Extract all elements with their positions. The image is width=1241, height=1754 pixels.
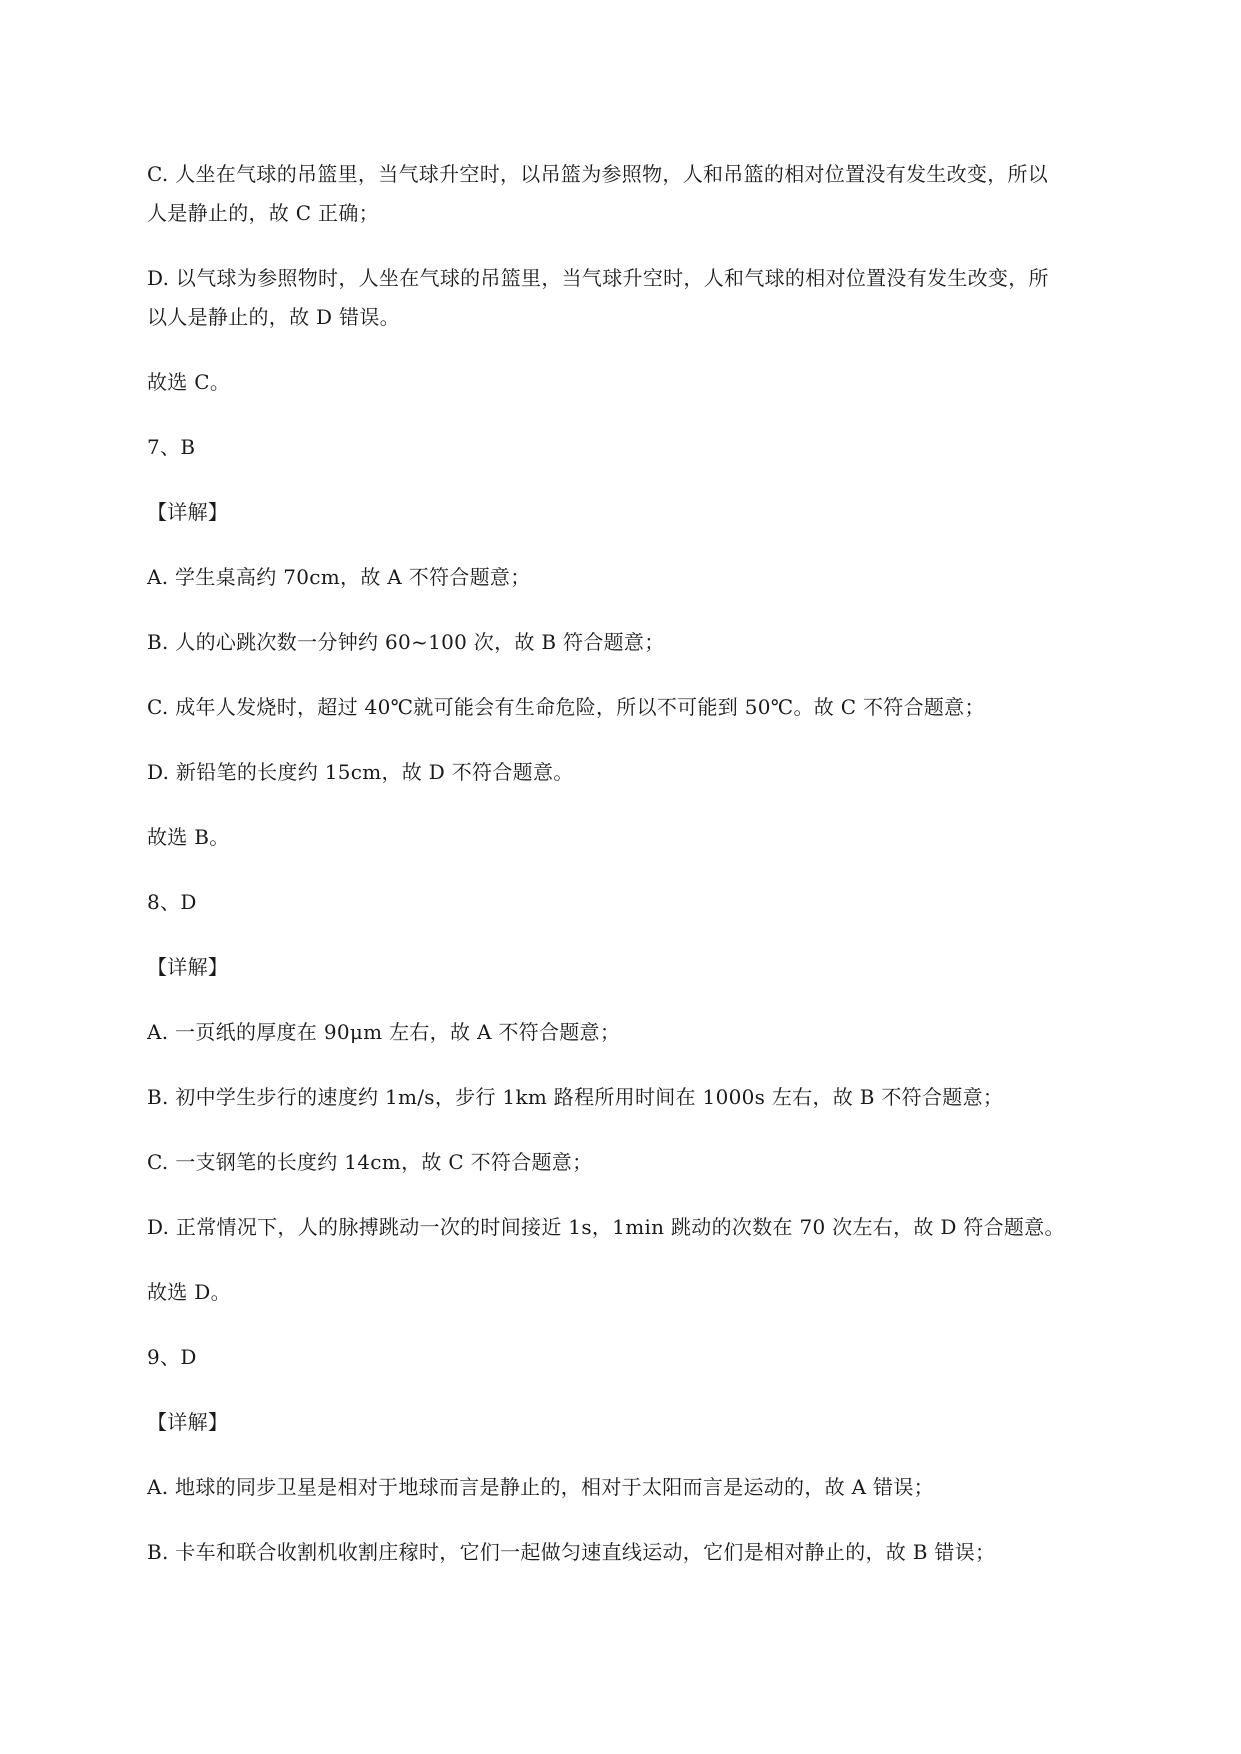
paragraph-a-9 <box>147 1468 1147 1507</box>
text-line: D. 正常情况下，人的脉搏跳动一次的时间接近 1s，1min 跳动的次数在 70 次左右，故 D 符合题意。 <box>147 1215 1065 1239</box>
text-line: B. 卡车和联合收割机收割庄稼时，它们一起做匀速直线运动，它们是相对静止的，故 B 错误； <box>147 1540 996 1564</box>
paragraph-d-8 <box>147 1208 1147 1247</box>
paragraph-b-8 <box>147 1078 1147 1117</box>
text-line: 【详解】 <box>147 500 229 524</box>
text-line: 故选 D。 <box>147 1280 231 1304</box>
paragraph-c-8 <box>147 1143 1147 1182</box>
text-line: 【详解】 <box>147 1410 229 1434</box>
text-line: B. 人的心跳次数一分钟约 60~100 次，故 B 符合题意； <box>147 630 665 654</box>
text-line: A. 学生桌高约 70cm，故 A 不符合题意； <box>147 565 531 589</box>
text-line: A. 地球的同步卫星是相对于地球而言是静止的，相对于太阳而言是运动的，故 A 错误； <box>147 1475 934 1499</box>
paragraph-b-9 <box>147 1533 1147 1572</box>
paragraph-d-6 <box>147 259 1147 337</box>
text-line: 以人是静止的，故 D 错误。 <box>147 305 400 329</box>
document-page <box>147 155 1147 1598</box>
text-line: A. 一页纸的厚度在 90μm 左右，故 A 不符合题意； <box>147 1020 621 1044</box>
question-number-9 <box>147 1338 1147 1377</box>
text-line: 故选 C。 <box>147 370 231 394</box>
text-line: 故选 B。 <box>147 825 230 849</box>
explanation-heading-9 <box>147 1403 1147 1442</box>
answer-line-7 <box>147 818 1147 857</box>
explanation-heading-7 <box>147 493 1147 532</box>
question-number-8 <box>147 883 1147 922</box>
paragraph-c-6 <box>147 155 1147 233</box>
question-number-7 <box>147 428 1147 467</box>
text-line: 8、D <box>147 890 197 914</box>
text-line: D. 以气球为参照物时，人坐在气球的吊篮里，当气球升空时，人和气球的相对位置没有发生改变，所 <box>147 266 1049 290</box>
text-line: D. 新铅笔的长度约 15cm，故 D 不符合题意。 <box>147 760 574 784</box>
text-line: C. 成年人发烧时，超过 40℃就可能会有生命危险，所以不可能到 50℃。故 C 不符合题意； <box>147 695 985 719</box>
answer-line-6 <box>147 363 1147 402</box>
explanation-heading-8 <box>147 948 1147 987</box>
answer-line-8 <box>147 1273 1147 1312</box>
text-line: 9、D <box>147 1345 197 1369</box>
paragraph-a-8 <box>147 1013 1147 1052</box>
text-line: 人是静止的，故 C 正确； <box>147 201 379 225</box>
paragraph-b-7 <box>147 623 1147 662</box>
text-line: C. 人坐在气球的吊篮里，当气球升空时，以吊篮为参照物，人和吊篮的相对位置没有发生改变，所以 <box>147 162 1049 186</box>
paragraph-d-7 <box>147 753 1147 792</box>
text-line: 【详解】 <box>147 955 229 979</box>
paragraph-c-7 <box>147 688 1147 727</box>
text-line: B. 初中学生步行的速度约 1m/s，步行 1km 路程所用时间在 1000s 左右，故 B 不符合题意； <box>147 1085 1004 1109</box>
text-line: 7、B <box>147 435 196 459</box>
text-line: C. 一支钢笔的长度约 14cm，故 C 不符合题意； <box>147 1150 593 1174</box>
paragraph-a-7 <box>147 558 1147 597</box>
